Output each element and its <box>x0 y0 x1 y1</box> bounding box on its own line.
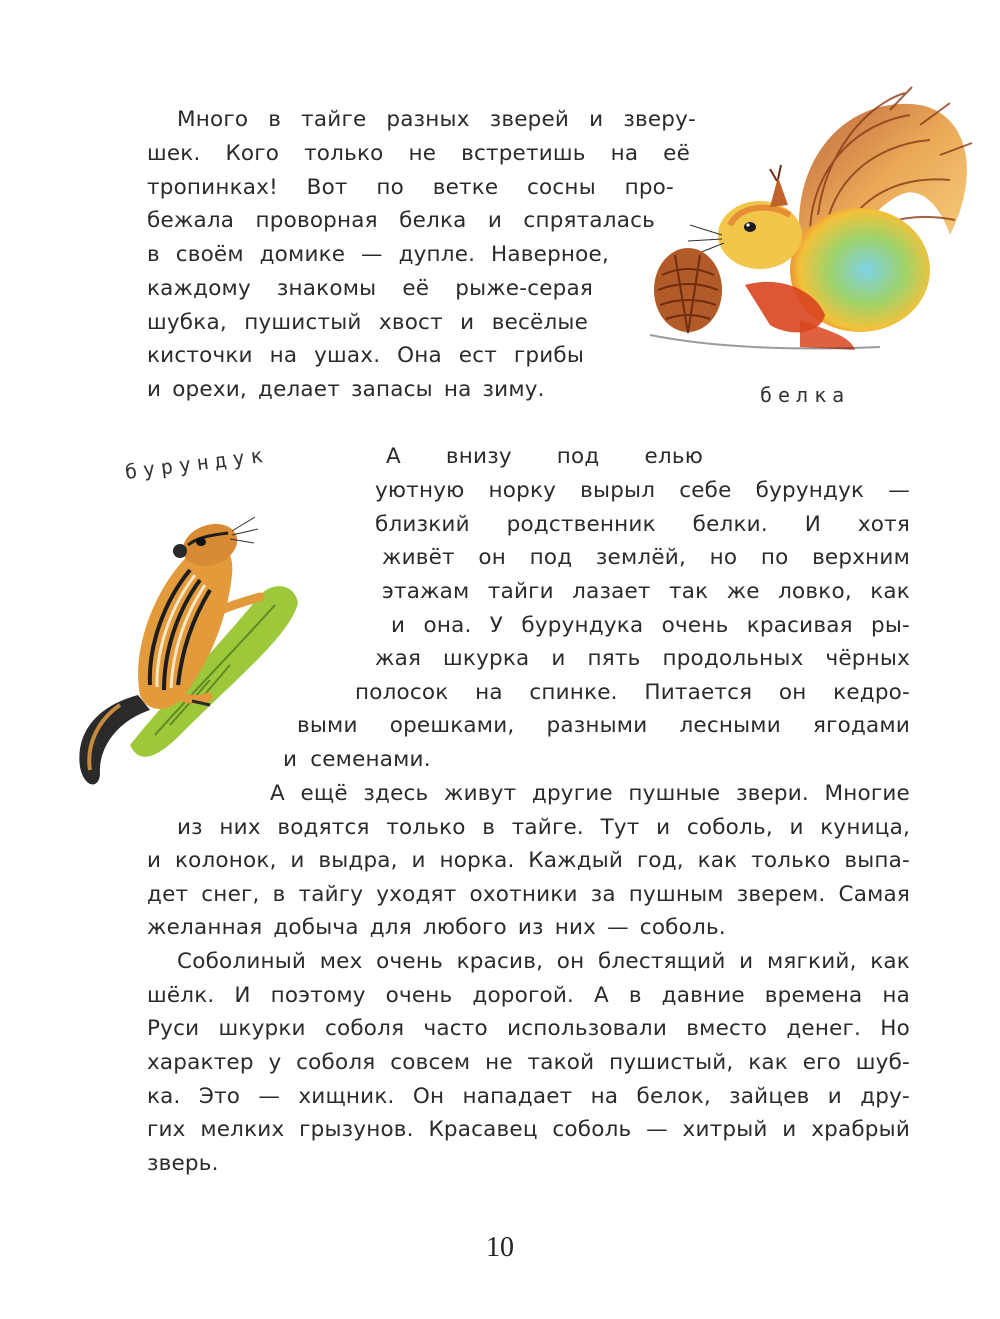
chipmunk-text-line: и она. У бурундука очень красивая ры- <box>391 613 910 638</box>
chipmunk-illustration <box>60 505 310 790</box>
furs-text-line: дет снег, в тайгу уходят охотники за пушным зверем. Самая <box>147 882 910 907</box>
sable-text-line: гих мелких грызунов. Красавец соболь — хитрый и храбрый <box>147 1117 910 1142</box>
chipmunk-text-line: близкий родственник белки. И хотя <box>375 512 910 537</box>
squirrel-text-line: бежала проворная белка и спряталась <box>147 208 655 233</box>
furs-text-line: желанная добыча для любого из них — соболь. <box>147 915 726 940</box>
chipmunk-text-line: этажам тайги лазает так же ловко, как <box>382 579 910 604</box>
sable-text-line: ка. Это — хищник. Он нападает на белок, зайцев и дру- <box>147 1084 910 1109</box>
sable-text-line: Руси шкурки соболя часто использовали вместо денег. Но <box>147 1016 910 1041</box>
sable-text-line: Соболиный мех очень красив, он блестящий и мягкий, как <box>177 949 910 974</box>
squirrel-text-line: в своём домике — дупле. Наверное, <box>147 242 609 267</box>
squirrel-text-line: шек. Кого только не встретишь на её <box>147 141 690 166</box>
chipmunk-text-line: полосок на спинке. Питается он кедро- <box>355 680 910 705</box>
furs-text-line: А ещё здесь живут другие пушные звери. Многие <box>270 781 910 806</box>
chipmunk-text-line: выми орешками, разными лесными ягодами <box>297 713 910 738</box>
chipmunk-caption: бурундук <box>123 442 270 484</box>
squirrel-text-line: тропинках! Вот по ветке сосны про- <box>147 175 674 200</box>
squirrel-caption: белка <box>760 383 851 407</box>
sable-text-line: шёлк. И поэтому очень дорогой. А в давние времена на <box>147 983 910 1008</box>
furs-text-line: и колонок, и выдра, и норка. Каждый год, как только выпа- <box>147 848 910 873</box>
chipmunk-text-line: А внизу под елью <box>386 444 703 469</box>
chipmunk-text-line: уютную норку вырыл себе бурундук — <box>375 478 910 503</box>
page-number: 10 <box>486 1232 514 1263</box>
sable-text-line: зверь. <box>147 1151 219 1176</box>
squirrel-text-line: кисточки на ушах. Она ест грибы <box>147 343 584 368</box>
chipmunk-text-line: и семенами. <box>283 747 431 772</box>
chipmunk-text-line: жая шкурка и пять продольных чёрных <box>375 646 910 671</box>
furs-text-line: из них водятся только в тайге. Тут и соболь, и куница, <box>177 815 910 840</box>
squirrel-text-line: каждому знакомы её рыже-серая <box>147 276 593 301</box>
pine-cone-illustration <box>654 248 722 333</box>
squirrel-text-line: Много в тайге разных зверей и зверу- <box>177 107 696 132</box>
squirrel-illustration <box>650 85 980 355</box>
squirrel-text-line: шубка, пушистый хвост и весёлые <box>147 310 588 335</box>
sable-text-line: характер у соболя совсем не такой пушистый, как его шуб- <box>147 1050 910 1075</box>
chipmunk-text-line: живёт он под землёй, но по верхним <box>382 545 910 570</box>
squirrel-text-line: и орехи, делает запасы на зиму. <box>147 377 545 402</box>
